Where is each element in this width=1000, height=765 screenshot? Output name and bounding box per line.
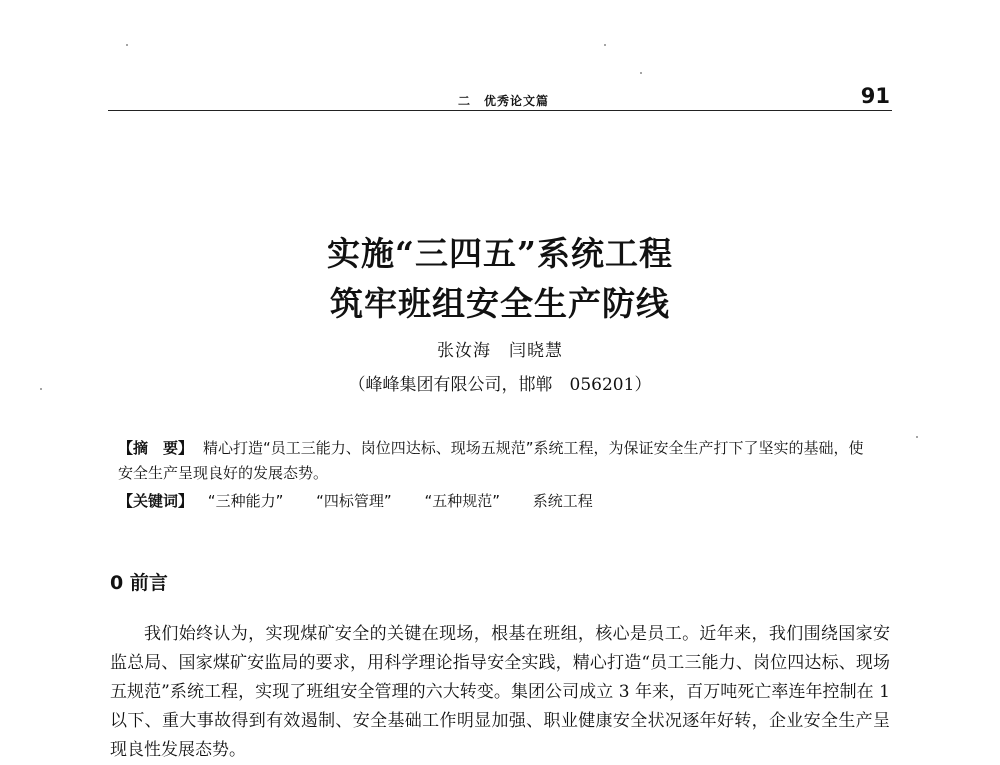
keyword: “三种能力”	[207, 492, 284, 510]
section-heading: 0 前言	[110, 572, 168, 594]
header-rule	[108, 110, 892, 111]
title-line-2: 筑牢班组安全生产防线	[330, 284, 670, 323]
scan-speck	[640, 72, 642, 74]
keyword: “五种规范”	[424, 492, 500, 510]
abstract	[118, 436, 878, 486]
affiliation: （峰峰集团有限公司，邯郸 056201）	[348, 375, 652, 395]
page-number: 91	[860, 84, 890, 108]
abstract-text: 精心打造“员工三能力、岗位四达标、现场五规范”系统工程，为保证安全生产打下了坚实的基础，使安全生产呈现良好的发展态势。	[118, 439, 864, 482]
authors: 张汝海 闫晓慧	[437, 341, 563, 361]
keyword: “四标管理”	[316, 492, 392, 510]
abstract-label: 【摘 要】	[118, 439, 194, 457]
keyword: 系统工程	[532, 492, 593, 510]
running-head-section: 二 优秀论文篇	[458, 94, 550, 108]
running-head	[108, 86, 892, 112]
body-text	[110, 620, 890, 765]
title-line-1: 实施“三四五”系统工程	[327, 234, 673, 273]
keywords	[118, 489, 878, 514]
keywords-label: 【关键词】	[118, 492, 194, 510]
scan-speck	[604, 44, 606, 46]
scan-speck	[126, 44, 128, 46]
scan-speck	[916, 436, 918, 438]
body-paragraph: 我们始终认为，实现煤矿安全的关键在现场，根基在班组，核心是员工。近年来，我们围绕国家安监总局、国家煤矿安监局的要求，用科学理论指导安全实践，精心打造“员工三能力、岗位四达标、现场五规范”系统工程，实现了班组安全管理的六大转变。集团公司成立 3 年来，百万吨死亡率连年控制在 1 以下、重大事故得到有效遏制、安全基础工作明显加强、职业健康安全状况逐年好转，企业安全生产呈现良性发展态势。	[110, 624, 890, 760]
